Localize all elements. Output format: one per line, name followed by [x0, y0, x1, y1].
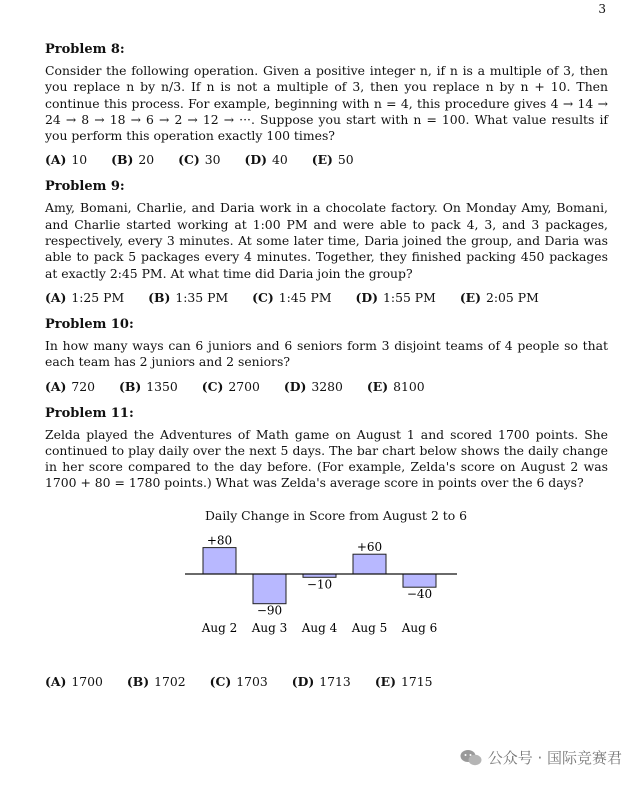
page-number: 3	[598, 2, 606, 16]
choice-d: (D) 1713	[291, 673, 351, 689]
answer-choices	[45, 152, 608, 167]
choice-c: (C) 2700	[201, 378, 260, 394]
data-label: +60	[356, 539, 383, 554]
choice-d: (D) 40	[244, 152, 288, 168]
problem-8: Problem 8: Consider the following operation. Given a positive integer n, if n is a multiple of 3, then you replace n by n/3. If n is not a multiple of 3, then you replace n by n + 10. Then continue this process. For example, beginning with n = 4, this procedure gives 4 → 14 → 24 → 8 → 18 → 6 → 2 → 12 → ···. Suppose you start with n = 100. What value results if you perform this operation exactly 100 times? (A) 10 (B) 20 (C) 30 (D) 40 (E) 50	[45, 42, 608, 168]
choice-b: (B) 20	[111, 152, 155, 168]
data-label: −40	[406, 586, 433, 601]
choice-e: (E) 1715	[374, 673, 433, 689]
problem-list	[45, 42, 608, 701]
answer-choices	[45, 674, 608, 689]
choice-a: (A) 1700	[45, 673, 103, 689]
choice-e: (E) 50	[311, 152, 354, 168]
problem-title: Problem 11	[45, 405, 129, 421]
problem-title: Problem 9	[45, 179, 120, 195]
bar-aug-2	[203, 547, 236, 573]
bar-aug-3	[253, 574, 286, 604]
choice-e: (E) 2:05 PM	[459, 289, 539, 305]
category-label: Aug 6	[401, 620, 438, 635]
category-label: Aug 4	[301, 620, 338, 635]
answer-choices	[45, 379, 608, 394]
data-label: +80	[206, 533, 233, 548]
choice-c: (C) 1703	[209, 673, 268, 689]
bar-aug-6	[403, 574, 436, 587]
choice-b: (B) 1350	[119, 378, 178, 394]
problem-10: Problem 10: In how many ways can 6 juniors and 6 seniors form 3 disjoint teams of 4 people so that each team has 2 juniors and 2 seniors? (A) 720 (B) 1350 (C) 2700 (D) 3280 (E) 8100	[45, 316, 608, 394]
choice-b: (B) 1702	[126, 673, 186, 689]
choice-d: (D) 1:55 PM	[355, 289, 436, 305]
choice-a: (A) 1:25 PM	[45, 289, 125, 305]
chart-canvas	[185, 528, 475, 638]
problem-text: Consider the following operation. Given a positive integer n, if n is a multiple of 3, then you replace n by n/3. If n is not a multiple of 3, then you replace n by n + 10. Then continue this process. For example, beginning with n = 4, this procedure gives 4 → 14 → 24 → 8 → 18 → 6 → 2 → 12 → ···. Suppose you start with n = 100. What value results if you perform this operation exactly 100 times?	[45, 63, 608, 144]
wechat-icon	[460, 749, 482, 767]
problem-title: Problem 8	[45, 42, 120, 57]
problem-text: Zelda played the Adventures of Math game on August 1 and scored 1700 points. She continued to play daily over the next 5 days. The bar chart below shows the daily change in her score compared to the day before. (For example, Zelda's score on August 2 was 1700 + 80 = 1780 points.) What was Zelda's average score in points over the 6 days?	[45, 426, 608, 491]
choice-a: (A) 720	[45, 378, 95, 394]
data-label: −10	[306, 577, 333, 592]
problem-9: Problem 9: Amy, Bomani, Charlie, and Daria work in a chocolate factory. On Monday Amy, Bomani, and Charlie started working at 1:00 PM and were able to pack 4, 3, and 3 packages, respectively, every 3 minutes. At some later time, Daria joined the group, and Daria was able to pack 5 packages every 4 minutes. Together, they finished packing 450 packages at exactly 2:45 PM. At what time did Daria join the group? (A) 1:25 PM (B) 1:35 PM (C) 1:45 PM (D) 1:55 PM (E) 2:05 PM	[45, 179, 608, 305]
problem-11: Problem 11: Zelda played the Adventures of Math game on August 1 and scored 1700 points. She continued to play daily over the next 5 days. The bar chart below shows the daily change in her score compared to the day before. (For example, Zelda's score on August 2 was 1700 + 80 = 1780 points.) What was Zelda's average score in points over the 6 days? Daily Change in Score from August 2 to 6 +80 Aug 2 −90 Aug 3 −10 Aug 4 +60 Aug 5 −40 Aug 6 (A) 1700 (B) 1702 (C) 1703 (D) 1713 (E) 1715	[45, 405, 608, 689]
choice-c: (C) 1:45 PM	[252, 289, 332, 305]
watermark	[460, 747, 622, 768]
category-label: Aug 3	[251, 620, 288, 635]
watermark-text: 公众号 · 国际竞赛君	[487, 749, 622, 767]
chart-title: Daily Change in Score from August 2 to 6	[205, 507, 468, 523]
choice-b: (B) 1:35 PM	[148, 289, 229, 305]
data-label: −90	[256, 603, 283, 618]
problem-text: Amy, Bomani, Charlie, and Daria work in a chocolate factory. On Monday Amy, Bomani, and Charlie started working at 1:00 PM and were able to pack 4, 3, and 3 packages, respectively, every 3 minutes. At some later time, Daria joined the group, and Daria was able to pack 5 packages every 4 minutes. Together, they finished packing 450 packages at exactly 2:45 PM. At what time did Daria join the group?	[45, 200, 608, 281]
category-label: Aug 2	[201, 620, 238, 635]
choice-d: (D) 3280	[283, 378, 343, 394]
problem-text: In how many ways can 6 juniors and 6 seniors form 3 disjoint teams of 4 people so that each team has 2 juniors and 2 seniors?	[45, 337, 608, 370]
bar-chart	[45, 508, 608, 658]
problem-title: Problem 10	[45, 316, 129, 332]
choice-c: (C) 30	[178, 152, 221, 168]
bar-aug-5	[353, 554, 386, 574]
choice-a: (A) 10	[45, 152, 88, 168]
choice-e: (E) 8100	[366, 378, 425, 394]
answer-choices	[45, 290, 608, 305]
category-label: Aug 5	[351, 620, 388, 635]
